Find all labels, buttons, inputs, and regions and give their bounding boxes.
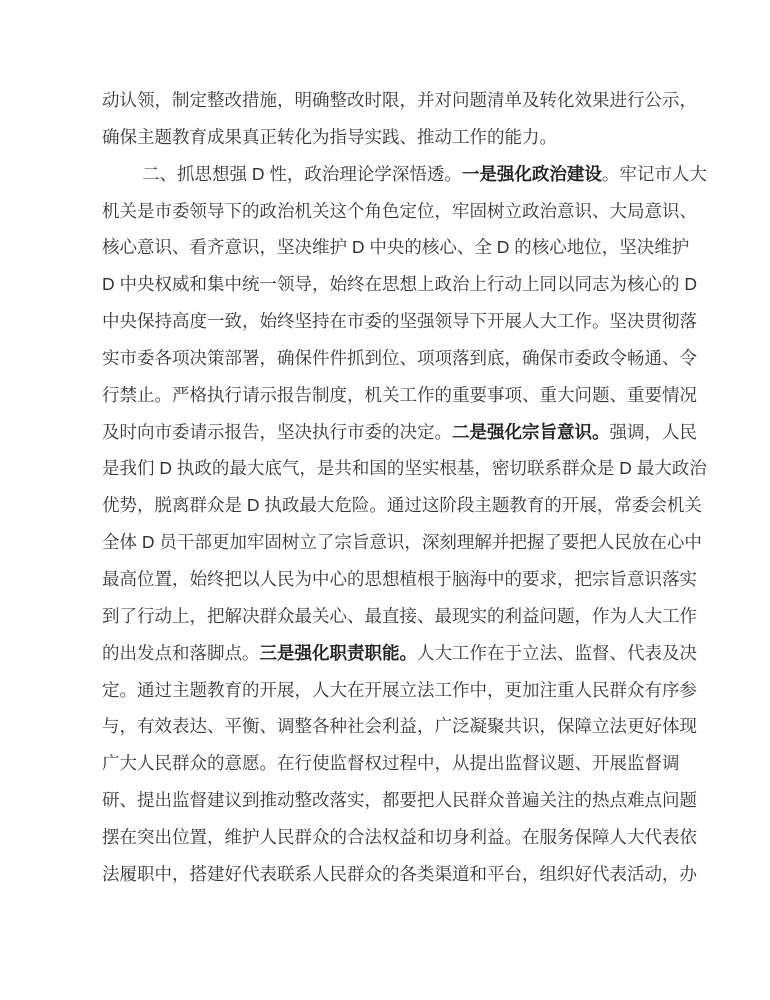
- text-run: 二是强化宗旨意识。: [452, 421, 610, 442]
- text-run: 实市委各项决策部署，确保件件抓到位、项项落到底，确保市委政令畅通、令: [102, 347, 697, 368]
- text-run: 与，有效表达、平衡、调整各种社会利益，广泛凝聚共识，保障立法更好体现: [102, 716, 697, 737]
- text-line: [102, 672, 702, 709]
- text-line: [102, 414, 702, 451]
- text-line: [102, 450, 707, 487]
- text-line: [102, 561, 702, 598]
- text-line: [102, 745, 702, 782]
- text-run: 的出发点和落脚点。: [102, 642, 260, 663]
- text-run: 行禁止。严格执行请示报告制度，机关工作的重要事项、重大问题、重要情况: [102, 384, 697, 405]
- text-run: 定。通过主题教育的开展，人大在开展立法工作中，更加注重人民群众有序参: [102, 679, 697, 700]
- text-line: [102, 377, 702, 414]
- text-run: 中央保持高度一致，始终坚持在市委的坚强领导下开展人大工作。坚决贯彻落: [102, 311, 697, 332]
- text-run: D 中央权威和集中统一领导，始终在思想上政治上行动上同以同志为核心的 D: [102, 274, 697, 295]
- text-line: [102, 856, 702, 893]
- text-line: [102, 303, 702, 340]
- text-line: [102, 82, 702, 119]
- text-line: [102, 193, 702, 230]
- text-line: [102, 782, 702, 819]
- text-line: [102, 487, 702, 524]
- text-line: [102, 524, 702, 561]
- text-line: [102, 119, 702, 156]
- text-run: 优势，脱离群众是 D 执政最大危险。通过这阶段主题教育的开展，常委会机关: [102, 495, 702, 516]
- text-run: 机关是市委领导下的政治机关这个角色定位，牢固树立政治意识、大局意识、: [102, 200, 697, 221]
- text-run: 到了行动上，把解决群众最关心、最直接、最现实的利益问题，作为人大工作: [102, 605, 697, 626]
- text-run: 确保主题教育成果真正转化为指导实践、推动工作的能力。: [102, 126, 557, 147]
- text-run: 人大工作在于立法、监督、代表及决: [417, 642, 697, 663]
- text-line: [102, 229, 702, 266]
- text-line: [102, 598, 702, 635]
- text-run: 是我们 D 执政的最大底气，是共和国的坚实根基，密切联系群众是 D 最大政治: [102, 458, 707, 479]
- text-run: 三是强化职责职能。: [259, 642, 417, 663]
- text-run: 及时向市委请示报告，坚决执行市委的决定。: [102, 421, 452, 442]
- text-line: [102, 266, 702, 303]
- text-run: 法履职中，搭建好代表联系人民群众的各类渠道和平台，组织好代表活动，办: [102, 863, 697, 884]
- text-run: 全体 D 员干部更加牢固树立了宗旨意识，深刻理解并把握了要把人民放在心中: [102, 532, 702, 553]
- text-run: 。牢记市人大: [601, 163, 707, 184]
- text-run: 核心意识、看齐意识，坚决维护 D 中央的核心、全 D 的核心地位，坚决维护: [102, 237, 690, 258]
- text-run: 二、抓思想强 D 性，政治理论学深悟透。: [142, 163, 462, 184]
- document-text-body: [102, 82, 707, 893]
- text-line: [102, 340, 702, 377]
- text-line: [102, 635, 702, 672]
- text-run: 最高位置，始终把以人民为中心的思想植根于脑海中的要求，把宗旨意识落实: [102, 568, 697, 589]
- text-line: [102, 708, 702, 745]
- text-line: [102, 819, 702, 856]
- text-run: 一是强化政治建设: [461, 163, 602, 184]
- text-line: [102, 156, 707, 193]
- text-run: 研、提出监督建议到推动整改落实，都要把人民群众普遍关注的热点难点问题: [102, 790, 697, 811]
- text-run: 强调，人民: [609, 421, 697, 442]
- text-run: 动认领，制定整改措施，明确整改时限，并对问题清单及转化效果进行公示，: [102, 90, 697, 110]
- text-run: 广大人民群众的意愿。在行使监督权过程中，从提出监督议题、开展监督调: [102, 753, 680, 774]
- text-run: 摆在突出位置，维护人民群众的合法权益和切身利益。在服务保障人大代表依: [102, 826, 697, 847]
